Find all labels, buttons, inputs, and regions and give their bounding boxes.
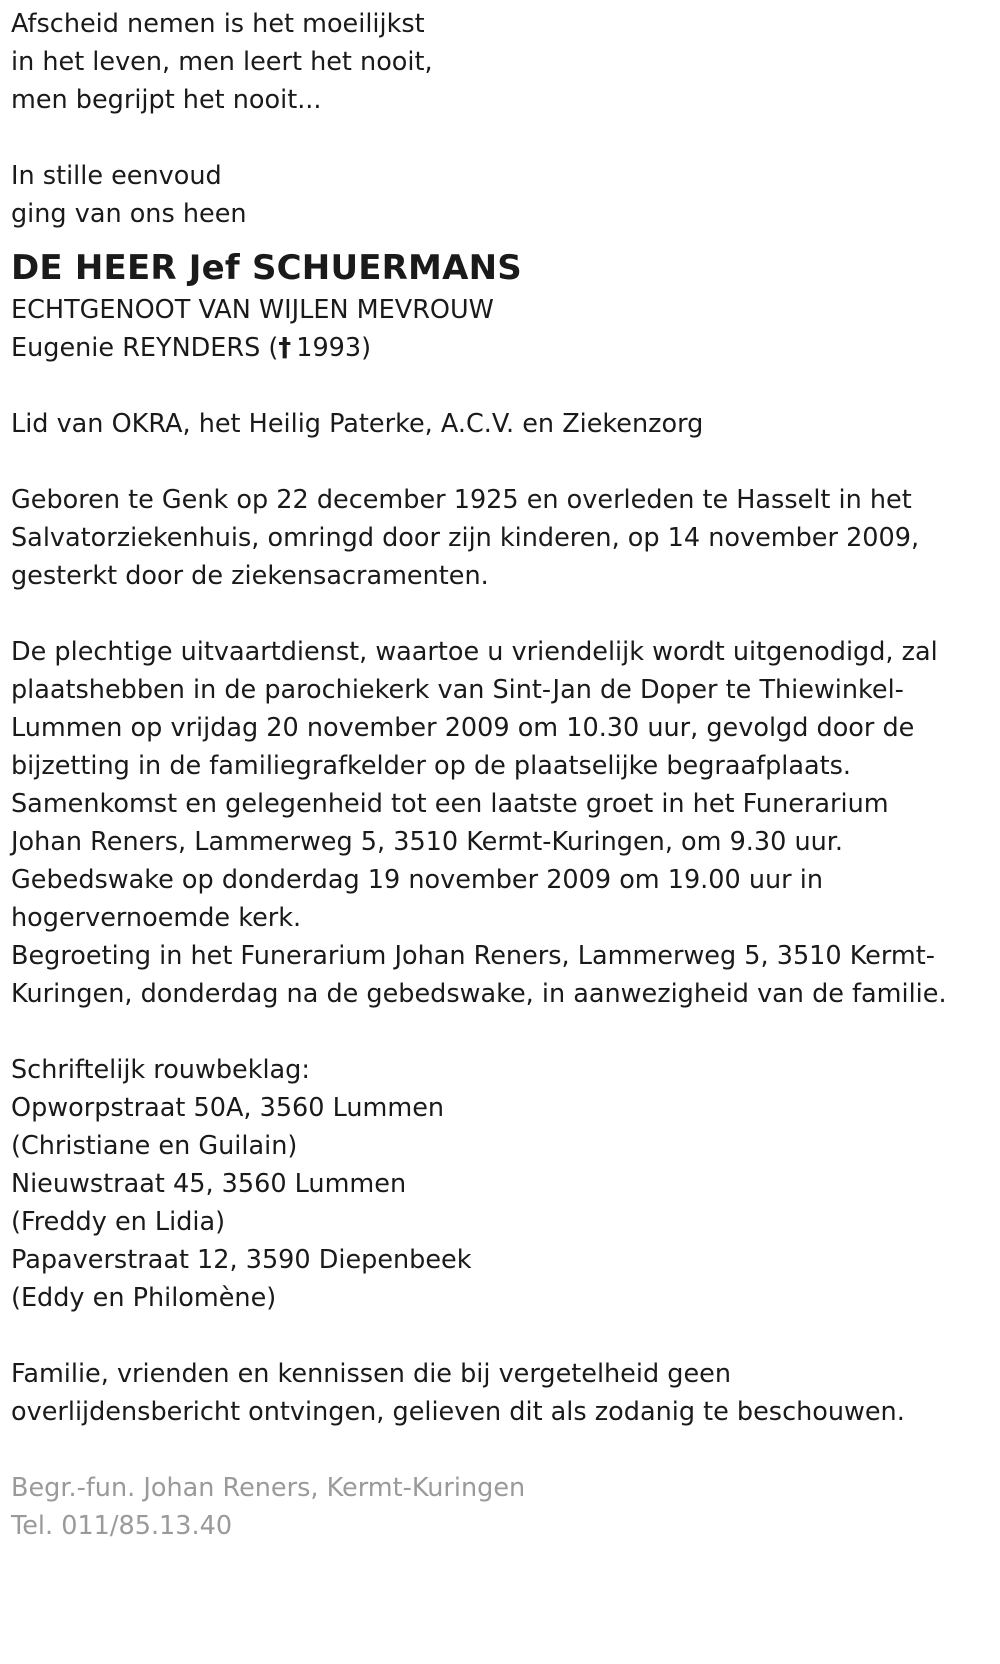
- paragraph-line: Salvatorziekenhuis, omringd door zijn kinderen, op 14 november 2009,: [11, 523, 920, 553]
- paragraph-line: gesterkt door de ziekensacramenten.: [11, 561, 489, 591]
- address-names: (Eddy en Philomène): [11, 1283, 277, 1313]
- spacer: [11, 1431, 991, 1469]
- spacer: [11, 367, 991, 405]
- undertaker-phone: Tel. 011/85.13.40: [11, 1511, 233, 1541]
- poem-line: Afscheid nemen is het moeilijkst: [11, 9, 425, 39]
- address-names: (Freddy en Lidia): [11, 1207, 226, 1237]
- paragraph-line: Johan Reners, Lammerweg 5, 3510 Kermt-Kuringen, om 9.30 uur.: [11, 827, 844, 857]
- paragraph-line: hogervernoemde kerk.: [11, 903, 302, 933]
- condolence-heading: Schriftelijk rouwbeklag:: [11, 1055, 310, 1085]
- intro-poem: [11, 5, 991, 119]
- paragraph-line: bijzetting in de familiegrafkelder op de plaatselijke begraafplaats.: [11, 751, 852, 781]
- paragraph-line: Geboren te Genk op 22 december 1925 en overleden te Hasselt in het: [11, 485, 912, 515]
- spouse-name-line: [11, 329, 991, 367]
- spacer: [11, 1013, 991, 1051]
- ceremony-paragraph: [11, 633, 991, 1013]
- address-line: Opworpstraat 50A, 3560 Lummen: [11, 1093, 445, 1123]
- birth-death-paragraph: [11, 481, 991, 595]
- paragraph-line: De plechtige uitvaartdienst, waartoe u vriendelijk wordt uitgenodigd, zal: [11, 637, 938, 667]
- obituary-notice: [11, 5, 991, 1545]
- poem-line: men begrijpt het nooit...: [11, 85, 322, 115]
- spouse-label: ECHTGENOOT VAN WIJLEN MEVROUW: [11, 295, 494, 325]
- membership: Lid van OKRA, het Heilig Paterke, A.C.V. en Ziekenzorg: [11, 409, 704, 439]
- paragraph-line: Samenkomst en gelegenheid tot een laatste groet in het Funerarium: [11, 789, 889, 819]
- paragraph-line: Familie, vrienden en kennissen die bij vergetelheid geen: [11, 1359, 731, 1389]
- address-line: Nieuwstraat 45, 3560 Lummen: [11, 1169, 407, 1199]
- closing-paragraph: [11, 1355, 991, 1431]
- address-names: (Christiane en Guilain): [11, 1131, 298, 1161]
- deceased-name: DE HEER Jef SCHUERMANS: [11, 248, 522, 288]
- cross-icon: †: [278, 333, 292, 363]
- paragraph-line: overlijdensbericht ontvingen, gelieven dit als zodanig te beschouwen.: [11, 1397, 905, 1427]
- condolence-addresses: [11, 1051, 991, 1317]
- poem-line: in het leven, men leert het nooit,: [11, 47, 433, 77]
- spouse-name: Eugenie REYNDERS (: [11, 333, 279, 363]
- spacer: [11, 119, 991, 157]
- paragraph-line: Kuringen, donderdag na de gebedswake, in aanwezigheid van de familie.: [11, 979, 947, 1009]
- paragraph-line: plaatshebben in de parochiekerk van Sint-Jan de Doper te Thiewinkel-: [11, 675, 904, 705]
- intro-subtitle: [11, 157, 991, 233]
- undertaker-name: Begr.-fun. Johan Reners, Kermt-Kuringen: [11, 1473, 526, 1503]
- spouse-info: [11, 291, 991, 367]
- undertaker-footer: [11, 1469, 991, 1545]
- paragraph-line: Gebedswake op donderdag 19 november 2009 om 19.00 uur in: [11, 865, 824, 895]
- spacer: [11, 595, 991, 633]
- subtitle-line: In stille eenvoud: [11, 161, 222, 191]
- address-line: Papaverstraat 12, 3590 Diepenbeek: [11, 1245, 472, 1275]
- subtitle-line: ging van ons heen: [11, 199, 247, 229]
- spouse-death-year: 1993): [296, 333, 372, 363]
- spacer: [11, 1317, 991, 1355]
- paragraph-line: Lummen op vrijdag 20 november 2009 om 10.30 uur, gevolgd door de: [11, 713, 915, 743]
- spacer: [11, 443, 991, 481]
- paragraph-line: Begroeting in het Funerarium Johan Reners, Lammerweg 5, 3510 Kermt-: [11, 941, 935, 971]
